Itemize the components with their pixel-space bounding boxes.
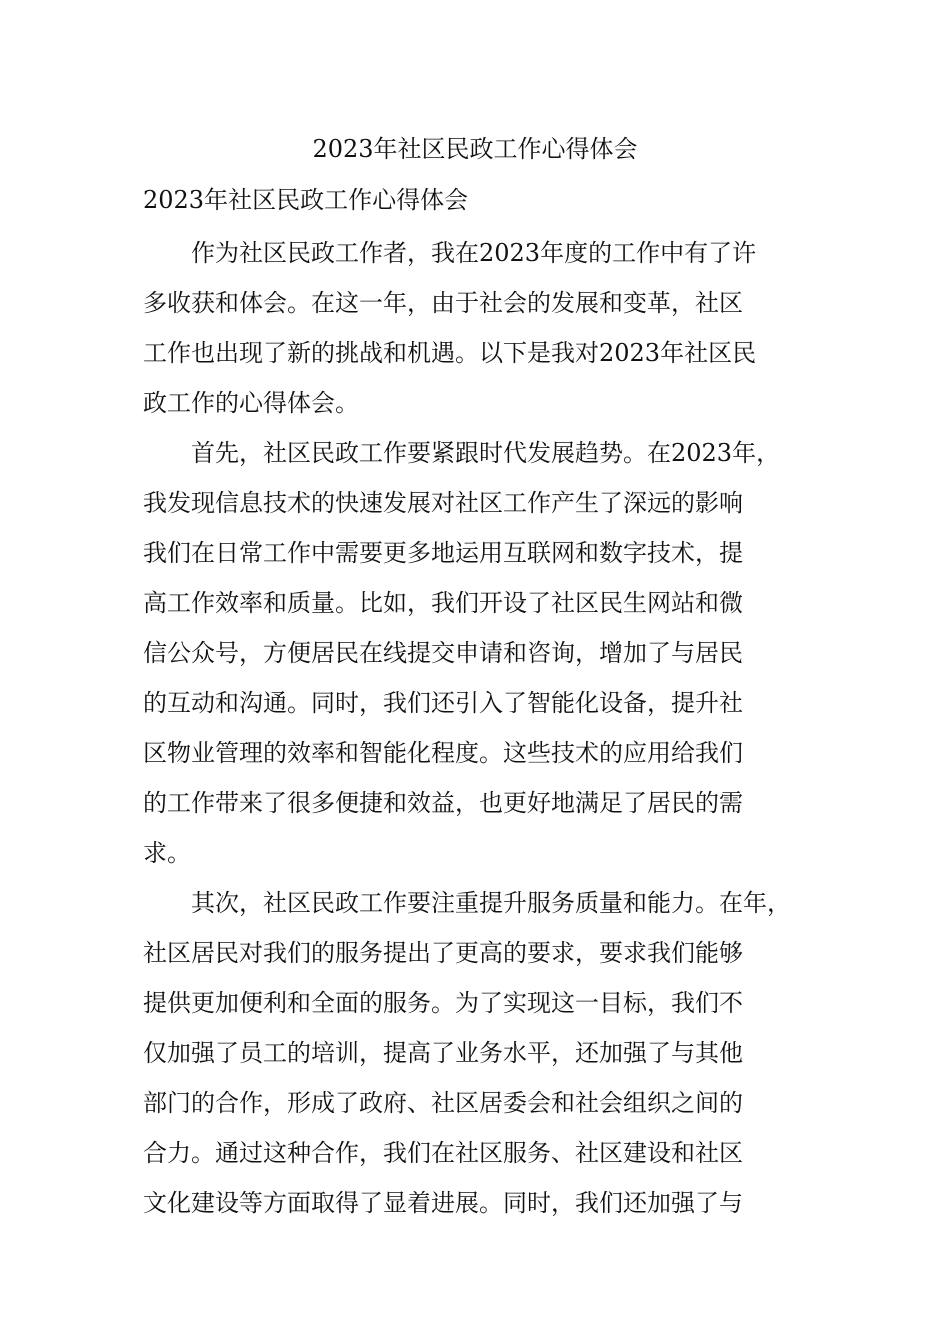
paragraph-line: 我发现信息技术的快速发展对社区工作产生了深远的影响 [143,489,743,517]
paragraph-1 [143,228,843,428]
paragraph-line: 工作也出现了新的挑战和机遇。以下是我对2023年社区民 [143,339,757,367]
document-subtitle: 2023年社区民政工作心得体会 [143,186,469,214]
paragraph-line: 信公众号，方便居民在线提交申请和咨询，增加了与居民 [143,639,743,667]
paragraph-line: 提供更加便利和全面的服务。为了实现这一目标，我们不 [143,989,743,1017]
paragraph-line: 作为社区民政工作者，我在2023年度的工作中有了许 [191,239,757,267]
paragraph-line: 的工作带来了很多便捷和效益，也更好地满足了居民的需 [143,789,743,817]
paragraph-line: 高工作效率和质量。比如，我们开设了社区民生网站和微 [143,589,743,617]
paragraph-line: 文化建设等方面取得了显着进展。同时，我们还加强了与 [143,1189,743,1217]
document-title: 2023年社区民政工作心得体会 [312,135,638,163]
paragraph-line: 部门的合作，形成了政府、社区居委会和社会组织之间的 [143,1089,743,1117]
paragraph-2 [143,428,843,878]
paragraph-line: 首先，社区民政工作要紧跟时代发展趋势。在2023年， [191,439,781,467]
paragraph-line: 多收获和体会。在这一年，由于社会的发展和变革，社区 [143,289,743,317]
paragraph-line: 其次，社区民政工作要注重提升服务质量和能力。在年， [191,889,791,917]
paragraph-line: 区物业管理的效率和智能化程度。这些技术的应用给我们 [143,739,743,767]
paragraph-line: 求。 [143,839,191,867]
paragraph-line: 仅加强了员工的培训，提高了业务水平，还加强了与其他 [143,1039,743,1067]
paragraph-line: 政工作的心得体会。 [143,389,359,417]
paragraph-line: 合力。通过这种合作，我们在社区服务、社区建设和社区 [143,1139,743,1167]
paragraph-line: 我们在日常工作中需要更多地运用互联网和数字技术，提 [143,539,743,567]
document-body [143,228,843,1228]
paragraph-line: 的互动和沟通。同时，我们还引入了智能化设备，提升社 [143,689,743,717]
paragraph-3 [143,878,843,1228]
paragraph-line: 社区居民对我们的服务提出了更高的要求，要求我们能够 [143,939,743,967]
